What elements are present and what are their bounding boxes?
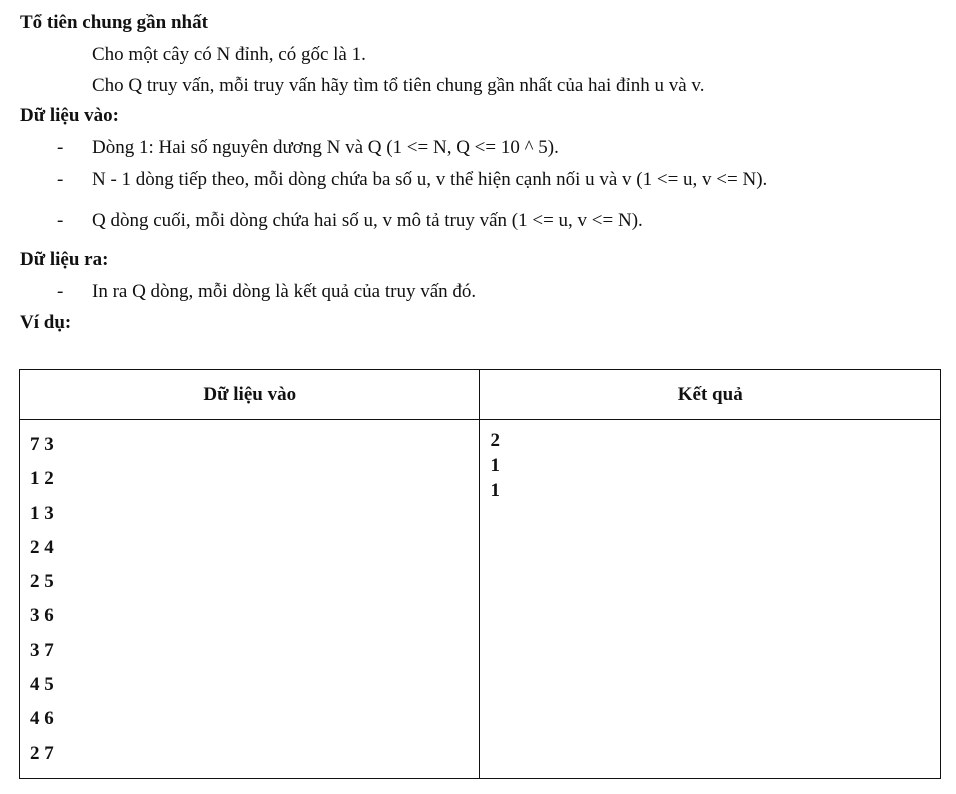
bullet-marker: -	[57, 281, 64, 302]
input-line: 4 5	[30, 674, 54, 696]
input-item-3: Q dòng cuối, mỗi dòng chứa hai số u, v mô tả truy vấn (1 <= u, v <= N).	[92, 210, 643, 231]
input-line: 2 7	[30, 742, 54, 764]
input-line: 3 6	[30, 605, 54, 627]
header-input: Dữ liệu vào	[20, 370, 480, 420]
output-cell	[480, 420, 941, 779]
description-line-1: Cho một cây có N đỉnh, có gốc là 1.	[92, 44, 366, 65]
table-row	[20, 420, 941, 779]
output-line: 1	[490, 455, 500, 476]
input-line: 1 2	[30, 468, 54, 490]
table-header-row	[20, 370, 941, 420]
input-cell	[20, 420, 480, 779]
description-line-2: Cho Q truy vấn, mỗi truy vấn hãy tìm tổ tiên chung gần nhất của hai đỉnh u và v.	[92, 75, 705, 96]
problem-title: Tổ tiên chung gần nhất	[20, 12, 208, 33]
input-line: 2 4	[30, 536, 54, 558]
input-line: 1 3	[30, 502, 54, 524]
input-item-1: Dòng 1: Hai số nguyên dương N và Q (1 <= N, Q <= 10 ^ 5).	[92, 137, 559, 158]
input-line: 4 6	[30, 708, 54, 730]
output-line: 1	[490, 480, 500, 501]
input-line: 2 5	[30, 571, 54, 593]
input-item-2: N - 1 dòng tiếp theo, mỗi dòng chứa ba số u, v thể hiện cạnh nối u và v (1 <= u, v <= N).	[92, 169, 768, 190]
bullet-marker: -	[57, 169, 64, 190]
input-line: 3 7	[30, 639, 54, 661]
example-heading: Ví dụ:	[20, 312, 72, 333]
header-output: Kết quả	[480, 370, 941, 420]
input-section-heading: Dữ liệu vào:	[20, 105, 120, 126]
bullet-marker: -	[57, 210, 64, 231]
output-item-1: In ra Q dòng, mỗi dòng là kết quả của truy vấn đó.	[92, 281, 477, 302]
example-table	[19, 369, 941, 779]
output-section-heading: Dữ liệu ra:	[20, 249, 109, 270]
output-line: 2	[490, 430, 500, 451]
bullet-marker: -	[57, 137, 64, 158]
input-line: 7 3	[30, 434, 54, 455]
